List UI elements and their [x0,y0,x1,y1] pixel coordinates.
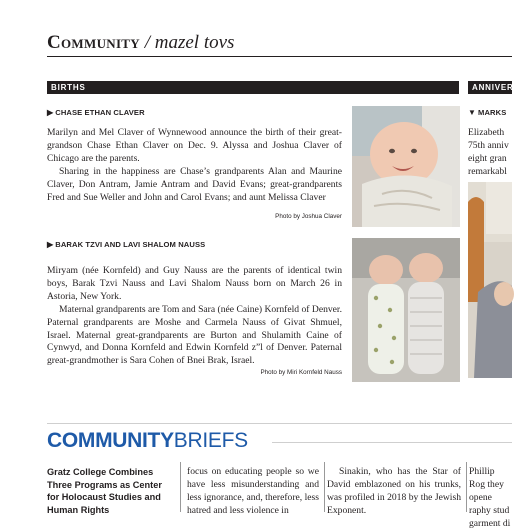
column-rule [180,462,181,512]
twins-photo-nauss [352,238,460,382]
birth-1-paragraph-2: Sharing in the happiness are Chase’s grandparents Alan and Maurine Claver, Don Antram, Jamie Antram and David Evans; great-grandparents Fred and Sue Weller and John and Carol Evans; and aunt Melissa Claver [47,165,342,203]
birth-1-name-text: CHASE ETHAN CLAVER [55,108,145,117]
brief-3-text: Sinakin, who has the Star of David emblazoned on his trunks, was profiled in 2018 by the Jewish Exponent. [327,466,461,516]
brief-2-text: focus on educating people so we have less misunderstanding and less ignorance, and, therefore, less hatred and less violence in [187,466,319,516]
anniversary-body [468,127,512,179]
birth-2-photo-credit: Photo by Miri Kornfeld Nauss [260,369,342,376]
anniversary-line: Elizabeth [468,127,505,138]
triangle-bullet-icon: ▶ [47,108,54,117]
anniversary-line: remarkabl [468,165,507,177]
anniversary-name [468,108,512,118]
header-section: Community [47,32,140,53]
twins-photo-illustration [352,238,460,382]
brief-4-text: Phillip Rog they opene raphy stud garment di [469,466,511,529]
birth-2-name [47,240,205,250]
section-divider [47,423,512,424]
header-separator: / [144,32,150,53]
column-rule [466,462,467,512]
birth-2-name-text: BARAK TZVI AND LAVI SHALOM NAUSS [55,240,206,249]
anniversary-photo-illustration [468,182,512,378]
baby-photo-illustration [352,106,460,227]
birth-2-paragraph-2: Maternal grandparents are Tom and Sara (née Caine) Kornfeld of Denver. Paternal grandparents are Moshe and Carmela Nauss of Givat Shmuel, Israel. Maternal great-grandparents are Burton and Shulamith Caine of Cynwyd, and Donna Kornfeld and Edwin Kornfeld z”l of Denver. Paternal great-grandmother is Sara Cohen of Bnei Brak, Israel. [47,303,342,367]
triangle-bullet-icon: ▶ [47,240,54,249]
birth-1-body [47,127,342,204]
briefs-heading-rule [272,442,512,443]
birth-1-photo-credit: Photo by Joshua Claver [275,213,342,220]
birth-2-body [47,265,342,368]
column-rule [324,462,325,512]
birth-1-name [47,108,145,118]
page-header [47,30,512,57]
anniversaries-section-bar: ANNIVERSA [468,81,512,94]
births-section-bar: BIRTHS [47,81,459,94]
birth-2-paragraph-1: Miryam (née Kornfeld) and Guy Nauss are the parents of identical twin boys, Barak Tzvi Nauss and Lavi Shalom Nauss born on March 26 in Astoria, New York. [47,265,342,302]
briefs-title-light: BRIEFS [173,429,248,452]
birth-1-paragraph-1: Marilyn and Mel Claver of Wynnewood announce the birth of their great-grandson Chase Ethan Claver on Dec. 9. Alyssa and Joshua Claver of Chicago are the parents. [47,127,342,164]
baby-photo-claver [352,106,460,227]
header-title [47,32,234,54]
community-briefs-heading [47,429,248,453]
header-subtitle: mazel tovs [154,32,235,53]
anniversary-photo [468,182,512,378]
anniversary-line: 75th anniv [468,139,509,151]
anniversary-line: eight gran [468,152,507,164]
anniversary-name-text: MARKS [478,108,507,117]
triangle-bullet-icon: ▼ [468,108,477,117]
brief-1-headline: Gratz College Combines Three Programs as Center for Holocaust Studies and Human Rights [47,467,162,515]
briefs-title-bold: COMMUNITY [47,429,174,452]
